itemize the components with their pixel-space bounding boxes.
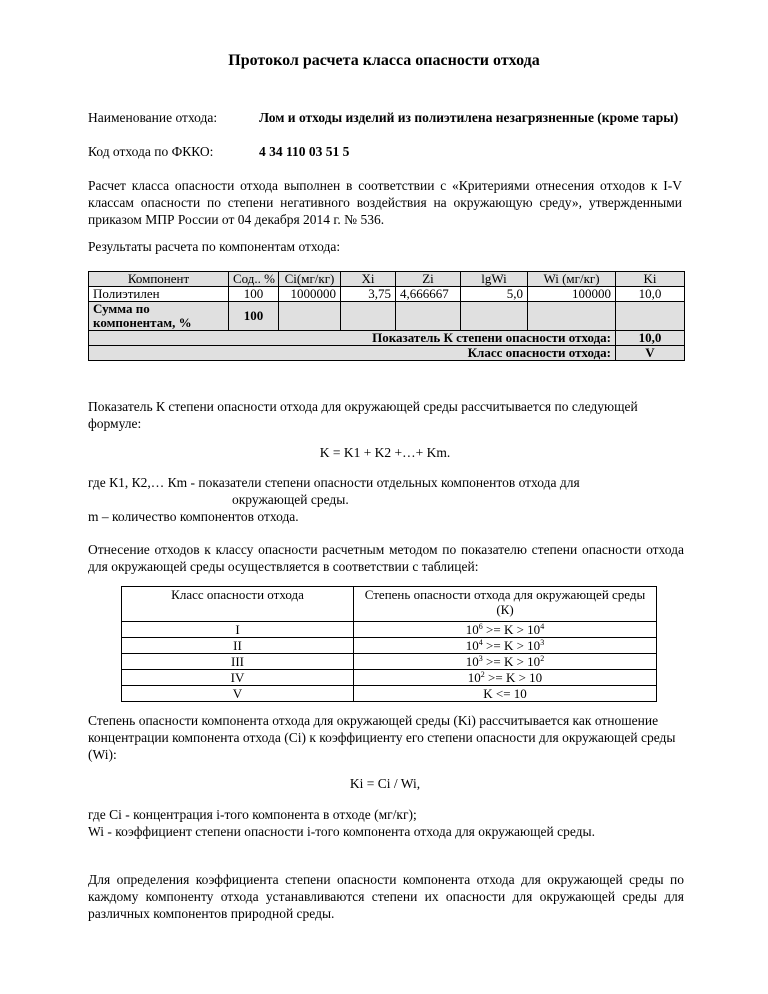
table-row xyxy=(122,638,657,654)
where-m: m – количество компонентов отхода. xyxy=(88,509,299,524)
range-cell: $10^4 >= K > 10^3$ xyxy=(354,638,657,654)
results-header-row xyxy=(89,272,685,287)
class-cell: I xyxy=(122,622,354,638)
sum-label: Сумма по компонентам, % xyxy=(89,302,229,331)
cell-wi: 100000 xyxy=(528,287,616,302)
table-row xyxy=(122,686,657,702)
cell-xi: 3,75 xyxy=(341,287,396,302)
where-wi: Wi - коэффициент степени опасности i-того компонента отхода для окружающей среды. xyxy=(88,824,595,839)
table-row xyxy=(122,622,657,638)
cell-zi: 4,666667 xyxy=(396,287,461,302)
table-row xyxy=(89,287,685,302)
class-cell: V xyxy=(122,686,354,702)
k-index-row xyxy=(89,331,685,346)
cell-ki: 10,0 xyxy=(616,287,685,302)
k-index-value: 10,0 xyxy=(616,331,685,346)
waste-code-label: Код отхода по ФККО: xyxy=(88,144,214,159)
k-index-label: Показатель К степени опасности отхода: xyxy=(89,331,616,346)
col-header-ci: Ci(мг/кг) xyxy=(279,272,341,287)
hazard-class-row xyxy=(89,346,685,361)
where-ci: где Ci - концентрация i-того компонента в отходе (мг/кг); xyxy=(88,807,417,822)
sum-row xyxy=(89,302,685,331)
class-col-header: Класс опасности отхода xyxy=(122,587,354,622)
page-title: Протокол расчета класса опасности отхода xyxy=(228,52,540,69)
range-cell: K <= 10 xyxy=(354,686,657,702)
class-cell: III xyxy=(122,654,354,670)
col-header-wi: Wi (мг/кг) xyxy=(528,272,616,287)
sum-empty-cell xyxy=(528,302,616,331)
class-cell: IV xyxy=(122,670,354,686)
range-cell: $10^6 >= K > 10^4$ xyxy=(354,622,657,638)
class-cell: II xyxy=(122,638,354,654)
class-intro: Отнесение отходов к классу опасности расчетным методом по показателю степени опасности отхода для окружающей среды осуществляется в соответствии с таблицей: xyxy=(88,542,684,574)
col-header-content: Сод.. % xyxy=(229,272,279,287)
class-table-header-row xyxy=(122,587,657,622)
sum-empty-cell xyxy=(616,302,685,331)
col-header-zi: Zi xyxy=(396,272,461,287)
sum-empty-cell xyxy=(461,302,528,331)
range-cell: $10^2 >= K > 10$ xyxy=(354,670,657,686)
intro-paragraph: Расчет класса опасности отхода выполнен в соответствии с «Критериями отнесения отходов к I-V классам опасности по степени негативного воздействия на окружающую среду», утвержденными приказом МПР России от 04 декабря 2014 г. № 536. xyxy=(88,178,682,227)
hazard-class-value: V xyxy=(616,346,685,361)
col-header-xi: Xi xyxy=(341,272,396,287)
k-formula: K = K1 + K2 +…+ Km. xyxy=(319,445,451,460)
cell-component: Полиэтилен xyxy=(89,287,229,302)
results-heading: Результаты расчета по компонентам отхода: xyxy=(88,239,341,254)
cell-ci: 1000000 xyxy=(279,287,341,302)
col-header-lgwi: lgWi xyxy=(461,272,528,287)
degree-col-header: Степень опасности отхода для окружающей среды (К) xyxy=(354,587,657,622)
waste-code-value: 4 34 110 03 51 5 xyxy=(259,144,350,159)
where-k-line-1: где К1, К2,… Кm - показатели степени опасности отдельных компонентов отхода для xyxy=(88,475,580,490)
final-paragraph: Для определения коэффициента степени опасности компонента отхода для окружающей среды по каждому компоненту отхода устанавливаются степени их опасности для окружающей среды для различных компонентов природной среды. xyxy=(88,872,684,921)
table-row xyxy=(122,654,657,670)
waste-name-label: Наименование отхода: xyxy=(88,110,218,125)
sum-value: 100 xyxy=(229,302,279,331)
ki-explanation: Степень опасности компонента отхода для окружающей среды (Ki) рассчитывается как отношение концентрации компонента отхода (Ci) к коэффициенту его степени опасности для окружающей среды (Wi): xyxy=(88,713,676,762)
waste-name-value: Лом и отходы изделий из полиэтилена незагрязненные (кроме тары) xyxy=(259,110,679,125)
col-header-component: Компонент xyxy=(89,272,229,287)
cell-lgwi: 5,0 xyxy=(461,287,528,302)
sum-empty-cell xyxy=(396,302,461,331)
cell-content: 100 xyxy=(229,287,279,302)
hazard-class-table xyxy=(121,586,657,702)
ki-formula: Ki = Ci / Wi, xyxy=(349,776,421,791)
col-header-ki: Ki xyxy=(616,272,685,287)
where-k-line-2: окружающей среды. xyxy=(232,492,349,507)
hazard-class-label: Класс опасности отхода: xyxy=(89,346,616,361)
results-table xyxy=(88,271,685,361)
range-cell: $10^3 >= K > 10^2$ xyxy=(354,654,657,670)
table-row xyxy=(122,670,657,686)
sum-empty-cell xyxy=(341,302,396,331)
sum-empty-cell xyxy=(279,302,341,331)
k-explanation: Показатель К степени опасности отхода для окружающей среды рассчитывается по следующей формуле: xyxy=(88,399,638,431)
